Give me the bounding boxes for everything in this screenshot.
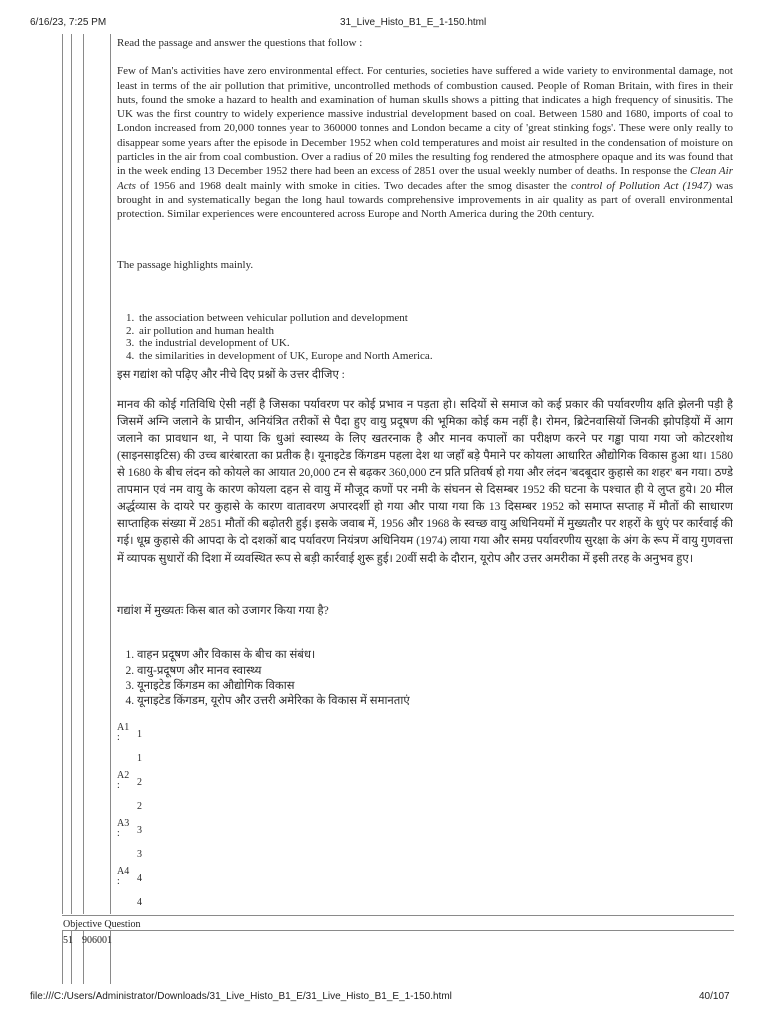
print-timestamp: 6/16/23, 7:25 PM — [30, 17, 107, 28]
table-border-content — [110, 34, 111, 914]
answer-value-repeat: 4 — [137, 897, 142, 909]
row-divider-2 — [62, 930, 734, 931]
answer-key: A2 — [117, 770, 130, 782]
answer-value: 4 — [137, 873, 142, 885]
english-option-3: 3. the industrial development of UK. — [137, 337, 733, 350]
table-border-inner-left — [71, 34, 72, 914]
english-question: The passage highlights mainly. — [117, 258, 254, 271]
answer-row — [117, 819, 733, 867]
question-id: 906001 — [82, 935, 112, 946]
question-content — [117, 36, 733, 914]
hindi-option-2: 2. वायु-प्रदूषण और मानव स्वास्थ्य — [137, 664, 733, 679]
hindi-option-3: 3. यूनाइटेड किंगडम का औद्योगिक विकास — [137, 679, 733, 694]
answer-row — [117, 723, 733, 771]
question-type-label: Objective Question — [63, 919, 141, 930]
answer-key: A4 — [117, 866, 130, 878]
answer-colon: : — [117, 732, 120, 744]
hindi-option-4: 4. यूनाइटेड किंगडम, यूरोप और उत्तरी अमेरिका के विकास में समानताएं — [137, 694, 733, 709]
table-border-inner — [83, 34, 84, 914]
answer-value: 2 — [137, 777, 142, 789]
answer-row — [117, 771, 733, 819]
answer-key: A1 — [117, 722, 130, 734]
answer-value-repeat: 3 — [137, 849, 142, 861]
english-option-1: 1. the association between vehicular pollution and development — [137, 312, 733, 325]
answer-row — [117, 867, 733, 914]
print-page-number: 40/107 — [699, 991, 730, 1002]
row-divider — [62, 915, 734, 916]
answer-value-repeat: 2 — [137, 801, 142, 813]
answer-list — [117, 723, 733, 914]
answer-colon: : — [117, 780, 120, 792]
answer-value: 1 — [137, 729, 142, 741]
hindi-option-1: 1. वाहन प्रदूषण और विकास के बीच का संबंध। — [137, 648, 733, 663]
answer-colon: : — [117, 876, 120, 888]
table-border-left — [62, 34, 63, 914]
question-id-row — [63, 935, 112, 946]
print-title: 31_Live_Histo_B1_E_1-150.html — [340, 17, 487, 28]
english-intro: Read the passage and answer the questions that follow : — [117, 37, 363, 49]
hindi-options — [117, 648, 733, 709]
hindi-passage: मानव की कोई गतिविधि ऐसी नहीं है जिसका पर्यावरण पर कोई प्रभाव न पड़ता हो। सदियों से समाज को कई प्रकार की पर्यावरणीय क्षति झेलनी पड़ी है जिसमें अग्नि जलाने के प्राचीन, अनियंत्रित तरीकों से पैदा हुए वायु प्रदूषण की भूमिका कोई कम नहीं है। रोमन, ब्रिटेनवासियों जिनकी झोपड़ियों में आग जलाने का प्रावधान था, ने पाया कि धुआं स्वास्थ्य के लिए खतरनाक है और मानव कपालों का परीक्षण करने पर गड्ढा पाया गया जो कोटरशोथ (साइनसाइटिस) की उच्च बारंबारता का प्रतीक है। यूनाइटेड किंगडम पहला देश था जहाँ बड़े पैमाने पर कोयला आधारित औद्योगिक विकास हुआ था। 1580 से 1680 के बीच लंदन को कोयले का आयात 20,000 टन से बढ़कर 360,000 टन प्रति प्रतिवर्ष हो गया और लंदन 'बदबूदार कुहासे का शहर' बन गया। ठण्डे तापमान एवं नम वायु के कारण कोयला दहन से वायु में मौजूद कणों पर नमी के संघनन से दिसम्बर 1952 की घटना के पश्चात ही ये लुप्त हुये। 20 मील अर्द्धव्यास के दायरे पर कुहासे के कारण वातावरण अपारदर्शी हो गया और पाया गया कि 13 दिसम्बर 1952 को समाप्त सप्ताह में मौतों की साधारण साप्ताहिक संख्या में 2851 मौतों की बढ़ोतरी हुई। इसके जवाब में, 1956 और 1968 के स्वच्छ वायु अधिनियमों में मुख्यतौर पर शहरों के धुएं पर कार्रवाई की गई। धूम्र कुहासे की आपदा के दो दशकों बाद पर्यावरण नियंत्रण अधिनियम (1974) लाया गया और समग्र पर्यावरणीय सुरक्षा के अंग के रूप में वायु गुणवत्ता में व्यापक सुधारों की दिशा में व्यवस्थित रूप से बड़ी कार्रवाई शुरू हुई। 20वीं सदी के दौरान, यूरोप और उत्तर अमरीका में इसी तरह के अनुभव हुए। — [117, 399, 733, 565]
answer-value-repeat: 1 — [137, 753, 142, 765]
english-passage: Few of Man's activities have zero environmental effect. For centuries, societies have suffered a wide variety to environmental damage, not least in terms of the air pollution that primitive, uncontrolled methods of combustion caused. People of Roman Britain, with fires in their huts, found the smoke a hazard to health and examination of human skulls shows a pitting that indicates a high frequency of sinusitis. The UK was the first country to widely experience massive industrial development based on coal. Between 1580 and 1680, imports of coal to London increased from 20,000 tonnes year to 360000 tonnes and London became a city of 'great stinking fogs'. These were only really to disappear some years after the episode in December 1952 when cold temperatures and moist air resulted in the condensation of moisture on particles in the air from coal combustion. Over a radius of 20 miles the resulting fog rendered the atmosphere opaque and its was found that in the week ending 13 December 1952 there had been an excess of 2851 over the usual weekly number of deaths. In response the Clean Air Acts of 1956 and 1968 dealt mainly with smoke in cities. Two decades after the smog disaster the control of Pollution Act (1947) was brought in and systematically began the long haul towards comprehensive improvements in air quality as part of overall environmental protection. Similar experiences were encountered across Europe and North America during the 20th century. — [117, 65, 733, 221]
hindi-intro: इस गद्यांश को पढ़िए और नीचे दिए प्रश्नों के उत्तर दीजिए : — [117, 369, 345, 382]
question-number: 51 — [63, 935, 73, 946]
english-option-2: 2. air pollution and human health — [137, 325, 733, 338]
english-option-4: 4. the similarities in development of UK, Europe and North America. — [137, 350, 733, 363]
english-options — [117, 312, 733, 363]
hindi-question: गद्यांश में मुख्यतः किस बात को उजागर किया गया है? — [117, 604, 329, 617]
answer-colon: : — [117, 828, 120, 840]
answer-value: 3 — [137, 825, 142, 837]
print-file-path: file:///C:/Users/Administrator/Downloads/31_Live_Histo_B1_E/31_Live_Histo_B1_E_1-150.html — [30, 991, 452, 1002]
answer-key: A3 — [117, 818, 130, 830]
